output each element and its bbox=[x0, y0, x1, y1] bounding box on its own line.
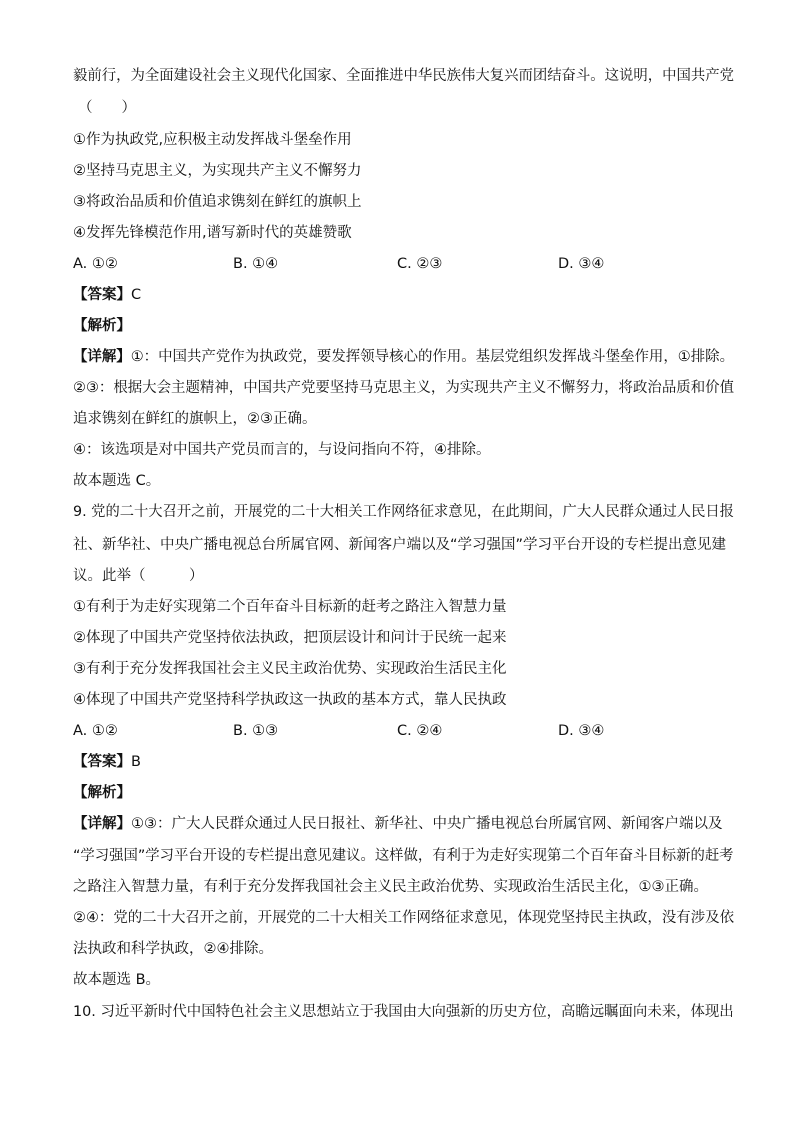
q9-option-c: C. ②④ bbox=[397, 723, 443, 739]
q9-explanation-4: ②④：党的二十大召开之前，开展党的二十大相关工作网络征求意见，体现党坚持民主执政，没有涉及依 bbox=[73, 910, 735, 926]
q9-conclusion: 故本题选 B。 bbox=[73, 972, 161, 988]
answer-value: C bbox=[131, 287, 142, 303]
q9-stem-3: 议。此举（ ） bbox=[73, 568, 204, 584]
q8-explanation-4: ④：该选项是对中国共产党员而言的，与设问指向不符，④排除。 bbox=[73, 442, 491, 458]
q8-explanation-2: ②③：根据大会主题精神，中国共产党要坚持马克思主义，为实现共产主义不懈努力，将政治品质和价值 bbox=[73, 380, 735, 396]
q8-item-2: ②坚持马克思主义，为实现共产主义不懈努力 bbox=[73, 163, 362, 179]
q8-option-c: C. ②③ bbox=[397, 256, 443, 272]
q8-stem: 毅前行，为全面建设社会主义现代化国家、全面推进中华民族伟大复兴而团结奋斗。这说明，中国共产党 bbox=[73, 68, 734, 84]
q9-item-4: ④体现了中国共产党坚持科学执政这一执政的基本方式，靠人民执政 bbox=[73, 692, 507, 708]
detail-label: 【详解】 bbox=[73, 349, 131, 365]
q9-option-d: D. ③④ bbox=[558, 723, 605, 739]
q8-explanation-3: 追求镌刻在鲜红的旗帜上，②③正确。 bbox=[73, 411, 317, 427]
q9-answer bbox=[73, 752, 141, 772]
detail-label: 【详解】 bbox=[73, 816, 131, 832]
q8-analysis-label: 【解析】 bbox=[73, 318, 131, 334]
q9-explanation-3: 之路注入智慧力量，有利于充分发挥我国社会主义民主政治优势、实现政治生活民主化，①③正确。 bbox=[73, 879, 708, 895]
explanation-text: ①：中国共产党作为执政党，要发挥领导核心的作用。基层党组织发挥战斗堡垒作用，①排除。 bbox=[130, 349, 735, 365]
q8-answer bbox=[73, 285, 141, 305]
q8-option-b: B. ①④ bbox=[233, 256, 279, 272]
q9-analysis-label: 【解析】 bbox=[73, 785, 131, 801]
q8-conclusion: 故本题选 C。 bbox=[73, 473, 161, 489]
q10-stem: 10. 习近平新时代中国特色社会主义思想站立于我国由大向强新的历史方位，高瞻远瞩面向未来，体现出 bbox=[73, 1004, 734, 1020]
q8-explanation-1 bbox=[73, 347, 734, 367]
q9-explanation-1 bbox=[73, 814, 723, 834]
q9-item-1: ①有利于为走好实现第二个百年奋斗目标新的赶考之路注入智慧力量 bbox=[73, 599, 507, 615]
q9-stem-1: 9. 党的二十大召开之前，开展党的二十大相关工作网络征求意见，在此期间，广大人民群众通过人民日报 bbox=[73, 504, 734, 520]
q8-item-4: ④发挥先锋模范作用,谱写新时代的英雄赞歌 bbox=[73, 225, 352, 241]
q8-paren: （ ） bbox=[78, 100, 136, 116]
q9-stem-2: 社、新华社、中央广播电视总台所属官网、新闻客户端以及“学习强国”学习平台开设的专栏提出意见建 bbox=[73, 537, 727, 553]
q8-item-3: ③将政治品质和价值追求镌刻在鲜红的旗帜上 bbox=[73, 194, 362, 210]
q8-option-a: A. ①② bbox=[73, 256, 118, 272]
explanation-text: ①③：广大人民群众通过人民日报社、新华社、中央广播电视总台所属官网、新闻客户端以及 bbox=[131, 816, 723, 832]
q9-explanation-5: 法执政和科学执政，②④排除。 bbox=[73, 941, 273, 957]
q9-item-3: ③有利于充分发挥我国社会主义民主政治优势、实现政治生活民主化 bbox=[73, 661, 507, 677]
q9-explanation-2: “学习强国”学习平台开设的专栏提出意见建议。这样做，有利于为走好实现第二个百年奋斗目标新的赶考 bbox=[73, 848, 734, 864]
q9-item-2: ②体现了中国共产党坚持依法执政，把顶层设计和问计于民统一起来 bbox=[73, 630, 507, 646]
q9-option-b: B. ①③ bbox=[233, 723, 279, 739]
q8-option-d: D. ③④ bbox=[558, 256, 605, 272]
answer-value: B bbox=[131, 754, 141, 770]
q8-item-1: ①作为执政党,应积极主动发挥战斗堡垒作用 bbox=[73, 132, 352, 148]
answer-label: 【答案】 bbox=[73, 754, 131, 770]
q9-option-a: A. ①② bbox=[73, 723, 118, 739]
answer-label: 【答案】 bbox=[73, 287, 131, 303]
